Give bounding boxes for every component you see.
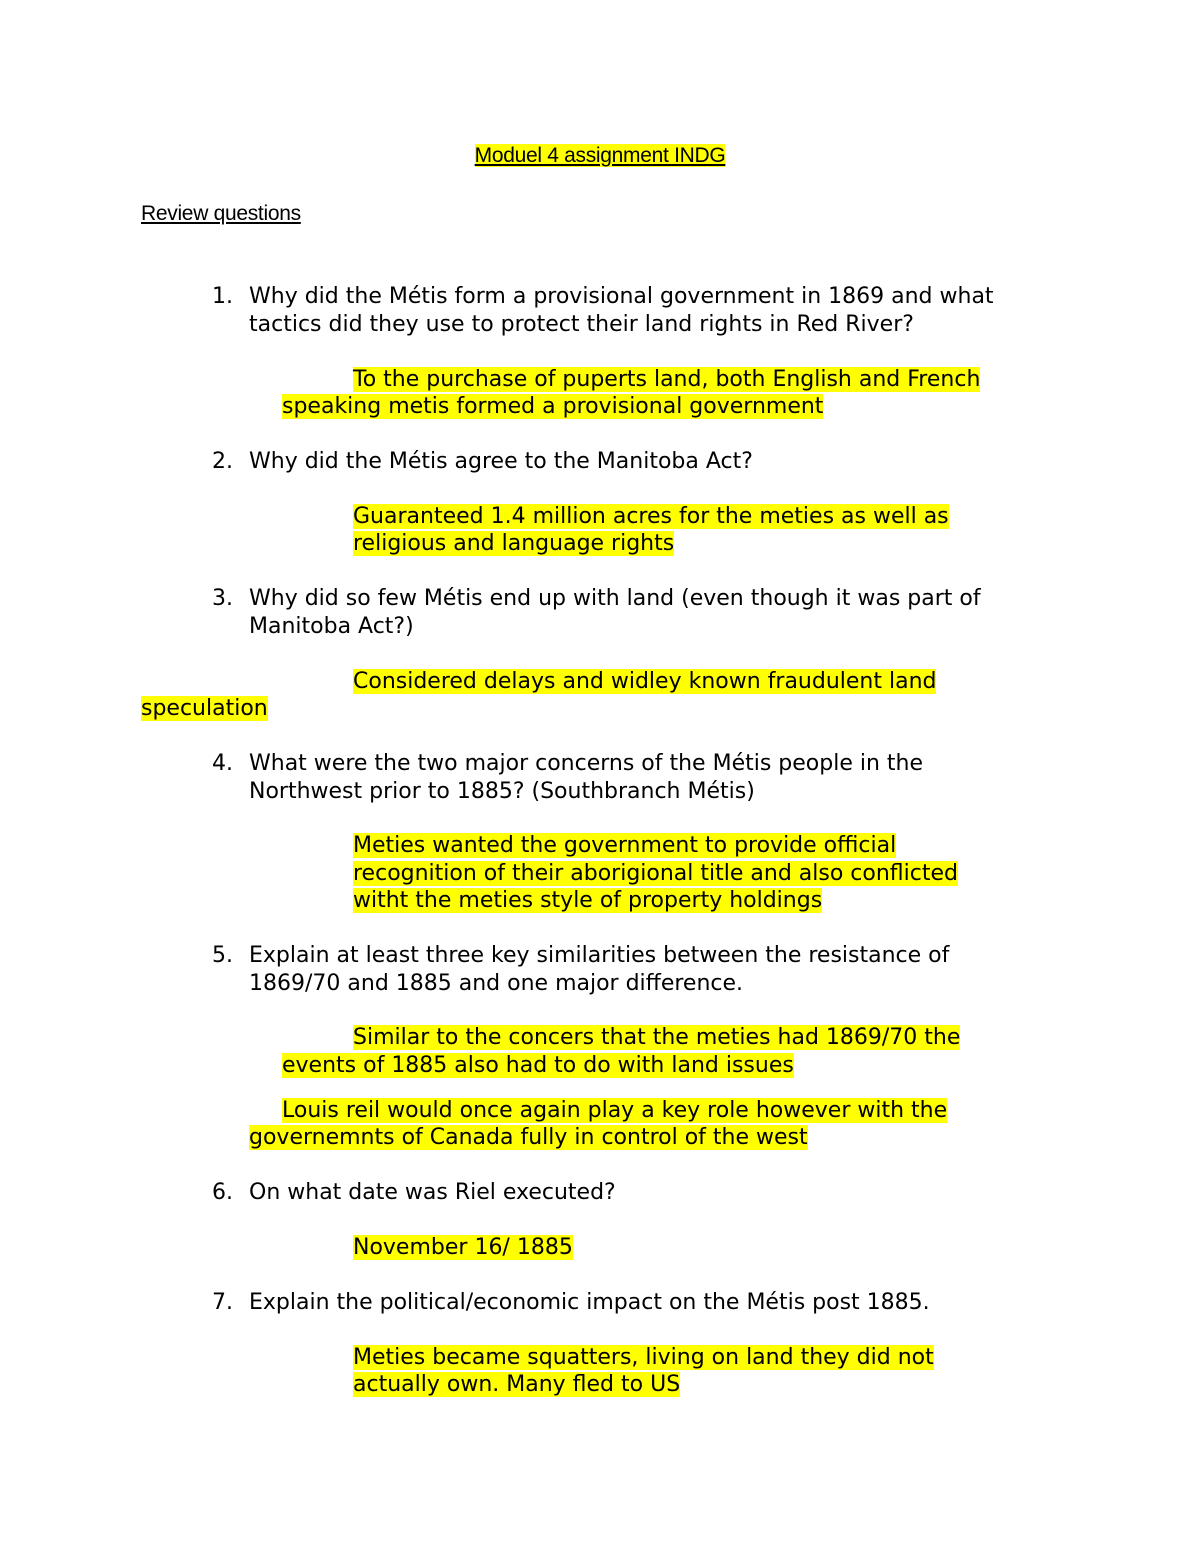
- document-subtitle: Review questions: [141, 202, 301, 225]
- question-number: 1.: [212, 284, 233, 309]
- question-line: Northwest prior to 1885? (Southbranch Métis): [249, 779, 755, 804]
- question-text: [249, 585, 1069, 641]
- question-text: [249, 448, 1069, 476]
- answer-1-line-2: speaking metis formed a provisional government: [282, 394, 824, 419]
- answer-5-line-3: Louis reil would once again play a key role however with the: [282, 1098, 948, 1123]
- answer-3-line-2: speculation: [141, 696, 268, 721]
- answer-5-line-2: events of 1885 also had to do with land issues: [282, 1053, 794, 1078]
- question-line: Why did the Métis form a provisional government in 1869 and what: [249, 284, 994, 309]
- answer-4-line-3: witht the meties style of property holdings: [353, 888, 823, 913]
- question-line: Why did the Métis agree to the Manitoba Act?: [249, 449, 753, 474]
- answer-4-line-2: recognition of their aborigional title and also conflicted: [353, 861, 958, 886]
- answer-1-line-1: To the purchase of puperts land, both English and French: [353, 367, 981, 392]
- answer-5-line-1: Similar to the concers that the meties had 1869/70 the: [353, 1025, 961, 1050]
- question-number: 6.: [212, 1180, 233, 1205]
- answer-4-line-1: Meties wanted the government to provide official: [353, 833, 897, 858]
- question-text: [249, 283, 1069, 339]
- answer-5-line-4: governemnts of Canada fully in control of the west: [249, 1125, 808, 1150]
- question-line: Explain the political/economic impact on the Métis post 1885.: [249, 1290, 930, 1315]
- answer-3-line-1: Considered delays and widley known fraudulent land: [353, 669, 937, 694]
- question-number: 7.: [212, 1290, 233, 1315]
- question-line: What were the two major concerns of the Métis people in the: [249, 751, 924, 776]
- answer-6-line-1: November 16/ 1885: [353, 1235, 573, 1260]
- question-line: Explain at least three key similarities between the resistance of: [249, 943, 950, 968]
- question-number: 3.: [212, 586, 233, 611]
- question-line: 1869/70 and 1885 and one major difference.: [249, 971, 744, 996]
- question-line: tactics did they use to protect their land rights in Red River?: [249, 312, 914, 337]
- answer-7-line-1: Meties became squatters, living on land they did not: [353, 1345, 934, 1370]
- question-text: [249, 1289, 1069, 1317]
- question-number: 4.: [212, 751, 233, 776]
- answer-7-line-2: actually own. Many fled to US: [353, 1372, 681, 1397]
- answer-2-line-1: Guaranteed 1.4 million acres for the meties as well as: [353, 504, 949, 529]
- question-number: 5.: [212, 943, 233, 968]
- answer-2-line-2: religious and language rights: [353, 531, 675, 556]
- question-text: [249, 750, 1069, 806]
- question-line: Manitoba Act?): [249, 614, 414, 639]
- question-text: [249, 1179, 1069, 1207]
- question-number: 2.: [212, 449, 233, 474]
- document-title-text: Moduel 4 assignment INDG: [474, 144, 726, 167]
- question-text: [249, 942, 1069, 998]
- document-title: [0, 142, 1200, 170]
- question-line: On what date was Riel executed?: [249, 1180, 616, 1205]
- question-line: Why did so few Métis end up with land (even though it was part of: [249, 586, 981, 611]
